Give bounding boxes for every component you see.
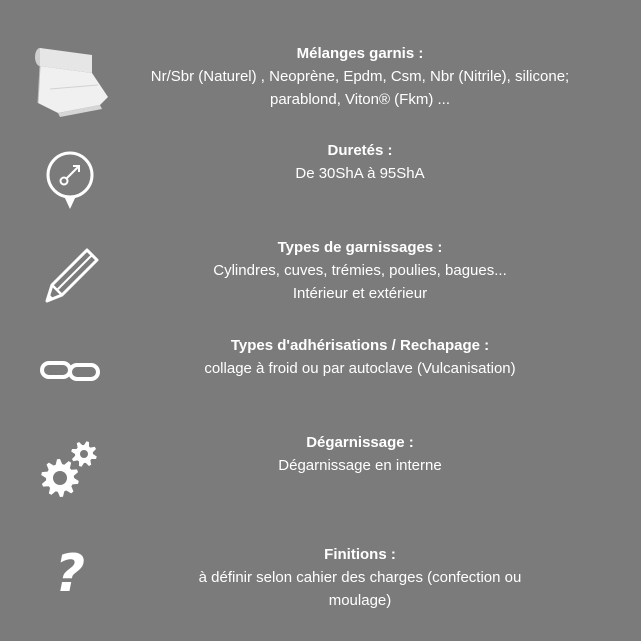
feature-title: Types de garnissages : — [277, 239, 443, 256]
feature-title: Mélanges garnis : — [296, 45, 424, 62]
feature-title: Duretés : — [327, 142, 393, 159]
gears-icon — [30, 436, 110, 502]
feature-description-line: Dégarnissage en interne — [278, 457, 442, 474]
feature-description-line: à définir selon cahier des charges (confection ou — [198, 569, 522, 586]
feature-description-line: Nr/Sbr (Naturel) , Neoprène, Epdm, Csm, Nbr (Nitrile), silicone; — [150, 68, 570, 85]
feature-description-line: De 30ShA à 95ShA — [295, 165, 425, 182]
feature-description-line: moulage) — [328, 592, 392, 609]
rubber-sheet-roll-icon — [30, 45, 110, 120]
feature-description-line: parablond, Viton® (Fkm) ... — [269, 91, 450, 108]
feature-title: Dégarnissage : — [306, 434, 414, 451]
feature-title: Types d'adhérisations / Rechapage : — [230, 337, 490, 354]
chain-link-icon — [30, 352, 110, 388]
pencil-icon — [30, 243, 110, 308]
feature-description-line: Intérieur et extérieur — [292, 285, 428, 302]
question-mark-icon: ? — [54, 544, 86, 604]
feature-title: Finitions : — [324, 546, 396, 563]
feature-description-line: collage à froid ou par autoclave (Vulcanisation) — [204, 360, 516, 377]
durometer-gauge-icon — [30, 145, 110, 215]
feature-description-line: Cylindres, cuves, trémies, poulies, bagues... — [213, 262, 507, 279]
